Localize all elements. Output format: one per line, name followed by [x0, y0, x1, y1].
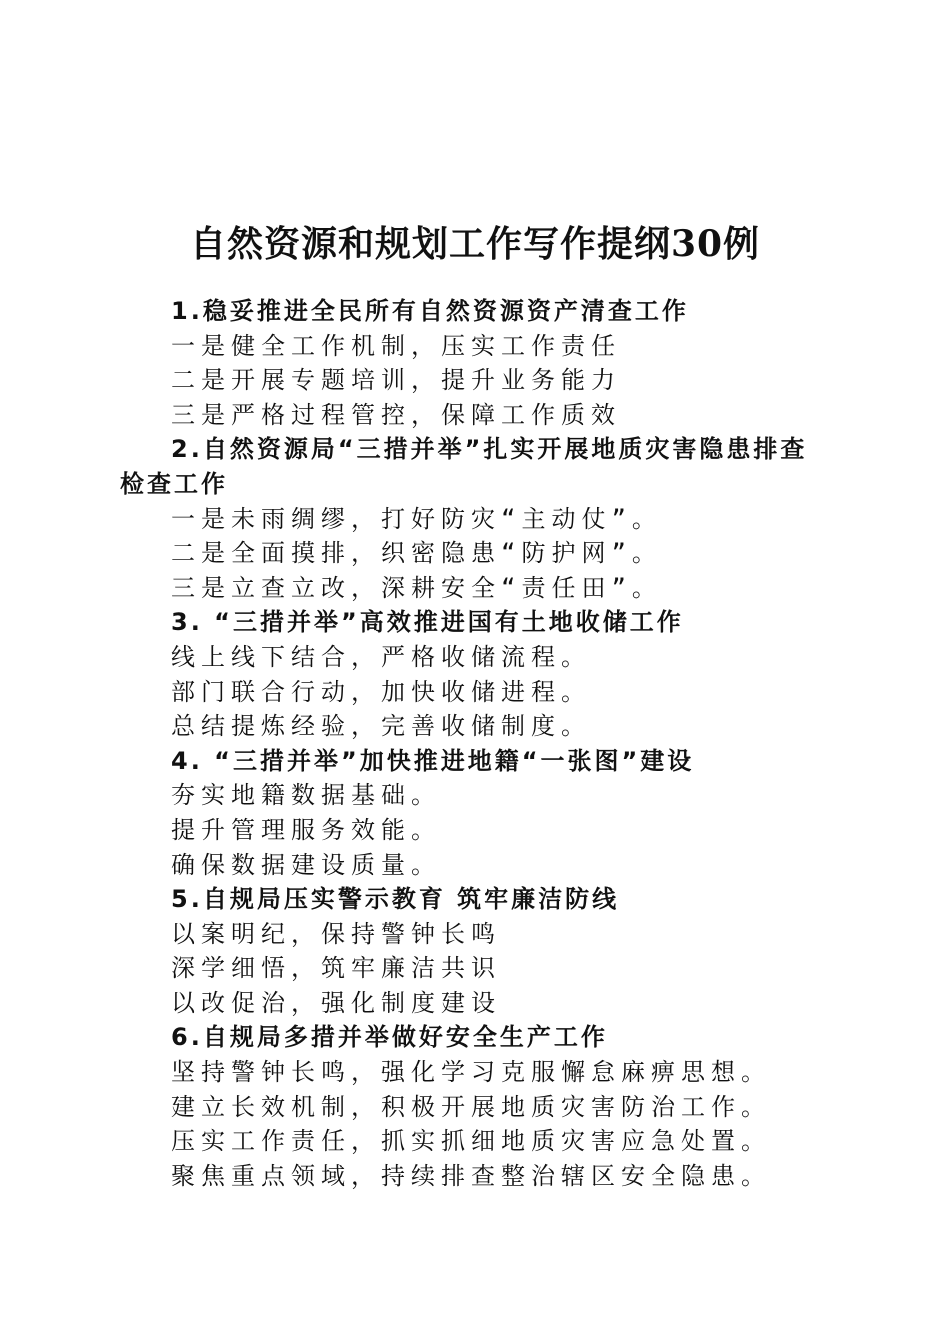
- list-item: 三是立查立改，深耕安全“责任田”。: [171, 573, 662, 602]
- section-heading: 2.自然资源局“三措并举”扎实开展地质灾害隐患排查检查工作: [120, 435, 808, 498]
- list-item: 深学细悟，筑牢廉洁共识: [171, 954, 501, 983]
- list-item: 压实工作责任，抓实抓细地质灾害应急处置。: [171, 1127, 771, 1156]
- list-item: 一是未雨绸缪，打好防灾“主动仗”。: [171, 504, 662, 533]
- list-item: 聚焦重点领域，持续排查整治辖区安全隐患。: [171, 1161, 771, 1190]
- document-body: [120, 294, 832, 1193]
- list-item: 二是开展专题培训，提升业务能力: [171, 366, 621, 395]
- section-heading: 4. “三措并举”加快推进地籍“一张图”建设: [171, 746, 695, 775]
- list-item: 提升管理服务效能。: [171, 815, 441, 844]
- section-heading: 3. “三措并举”高效推进国有土地收储工作: [171, 608, 684, 637]
- section-heading: 1.稳妥推进全民所有自然资源资产清查工作: [171, 297, 689, 325]
- list-item: 以案明纪，保持警钟长鸣: [171, 919, 501, 948]
- list-item: 确保数据建设质量。: [171, 850, 441, 879]
- list-item: 线上线下结合，严格收储流程。: [171, 642, 591, 671]
- list-item: 二是全面摸排，织密隐患“防护网”。: [171, 539, 662, 568]
- section-heading: 6.自规局多措并举做好安全生产工作: [171, 1023, 608, 1052]
- list-item: 总结提炼经验，完善收储制度。: [171, 712, 591, 741]
- page-title: 自然资源和规划工作写作提纲30例: [189, 223, 761, 266]
- list-item: 夯实地籍数据基础。: [171, 781, 441, 810]
- list-item: 以改促治，强化制度建设: [171, 988, 501, 1017]
- list-item: 坚持警钟长鸣，强化学习克服懈怠麻痹思想。: [171, 1058, 771, 1087]
- list-item: 一是健全工作机制，压实工作责任: [171, 331, 621, 360]
- list-item: 建立长效机制，积极开展地质灾害防治工作。: [171, 1092, 771, 1121]
- section-heading: 5.自规局压实警示教育 筑牢廉洁防线: [171, 885, 620, 914]
- list-item: 三是严格过程管控，保障工作质效: [171, 400, 621, 429]
- list-item: 部门联合行动，加快收储进程。: [171, 677, 591, 706]
